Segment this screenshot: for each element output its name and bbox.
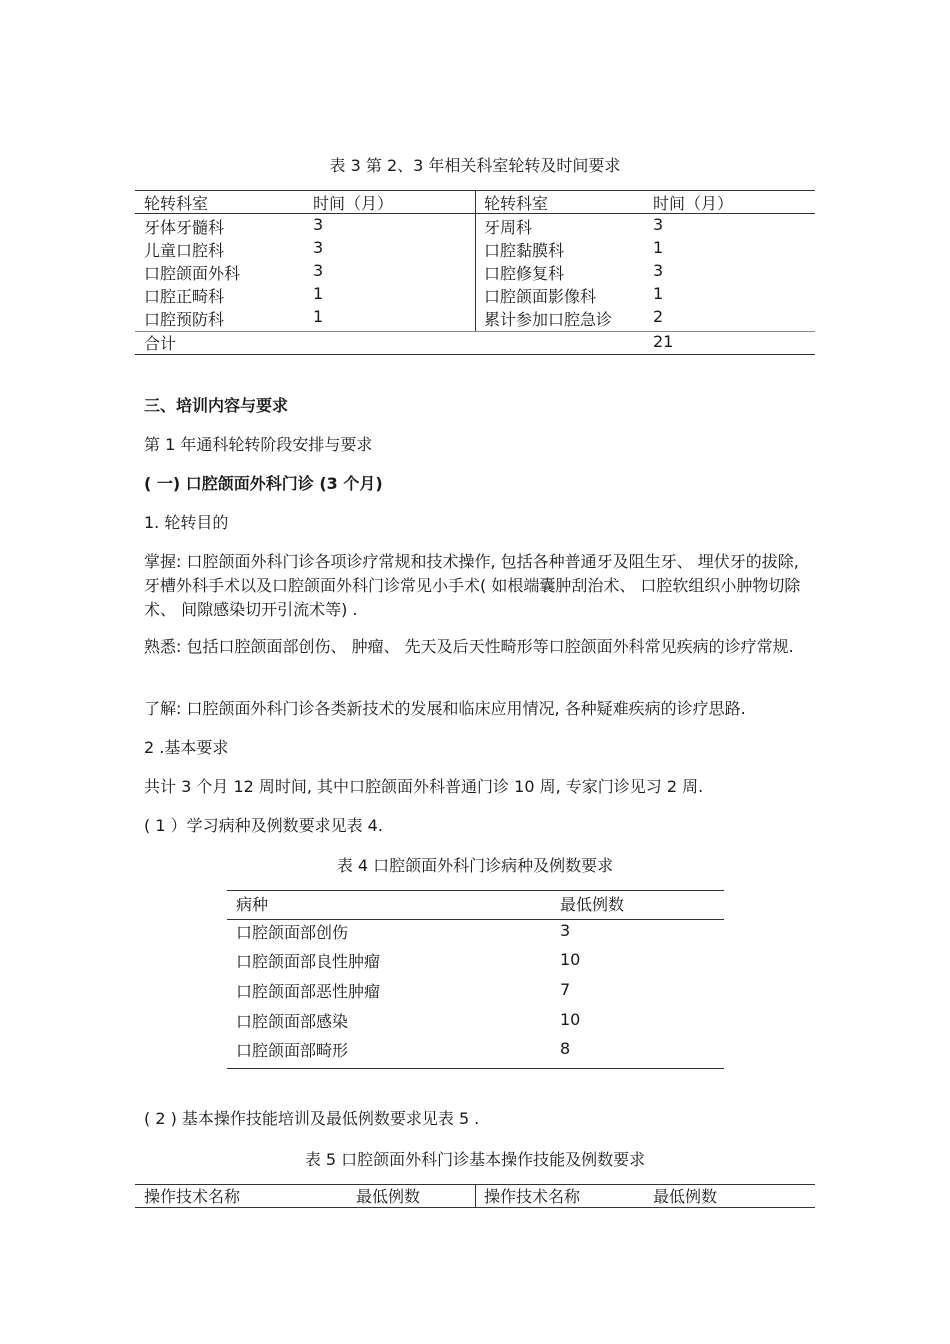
section-heading: 三、培训内容与要求 [144, 396, 289, 415]
table4-row-count: 7 [560, 980, 571, 999]
table4-row-count: 10 [560, 1010, 581, 1029]
table3-row-dept: 口腔修复科 [484, 264, 565, 283]
table5-header-op-right: 操作技术名称 [484, 1187, 581, 1206]
table3-row-dept: 口腔黏膜科 [484, 241, 565, 260]
table5-header-min-left: 最低例数 [356, 1187, 421, 1206]
table4-row-count: 10 [560, 950, 581, 969]
item-2-heading: 2 .基本要求 [144, 738, 229, 757]
table4-header-disease: 病种 [236, 895, 269, 914]
table3-total-label: 合计 [144, 334, 177, 353]
table4-row-disease: 口腔颌面部恶性肿瘤 [236, 982, 381, 1001]
table5-header-min-right: 最低例数 [653, 1187, 718, 1206]
table3-header-dept-right: 轮转科室 [484, 194, 549, 213]
table3-row-time: 1 [653, 284, 664, 303]
requirement-1: ( 1 ）学习病种及例数要求见表 4. [144, 816, 383, 835]
table3-row-time: 1 [313, 307, 324, 326]
table3-total-rule [135, 331, 815, 332]
table3-row-dept: 口腔颌面外科 [144, 264, 241, 283]
table3-header-time-right: 时间（月） [653, 194, 734, 213]
table3-row-time: 1 [313, 284, 324, 303]
table4-caption: 表 4 口腔颌面外科门诊病种及例数要求 [336, 856, 614, 875]
table3-row-dept: 牙周科 [484, 218, 533, 237]
table3-row-time: 2 [653, 307, 664, 326]
table3-row-dept: 儿童口腔科 [144, 241, 225, 260]
stage-line: 第 1 年通科轮转阶段安排与要求 [144, 435, 373, 454]
table3-row-time: 3 [653, 215, 664, 234]
master-paragraph: 掌握: 口腔颌面外科门诊各项诊疗常规和技术操作, 包括各种普通牙及阻生牙、 埋伏牙的拔除, 牙槽外科手术以及口腔颌面外科门诊常见小手术( 如根端囊肿刮治术、 口腔软组织小肿物切除术、 间隙感染切开引流术等) . [144, 552, 801, 619]
table3-row-dept: 口腔预防科 [144, 310, 225, 329]
table4-row-disease: 口腔颌面部良性肿瘤 [236, 952, 381, 971]
table4-row-count: 8 [560, 1039, 571, 1058]
table3-row-dept: 口腔颌面影像科 [484, 287, 597, 306]
table4-header-min: 最低例数 [560, 895, 625, 914]
subsection-heading: ( 一) 口腔颌面外科门诊 (3 个月) [144, 474, 383, 493]
table4-bottom-rule [227, 1068, 724, 1069]
table3-header-dept-left: 轮转科室 [144, 194, 209, 213]
familiar-paragraph: 熟悉: 包括口腔颌面部创伤、 肿瘤、 先天及后天性畸形等口腔颌面外科常见疾病的诊疗常规. [144, 637, 794, 656]
table5-caption: 表 5 口腔颌面外科门诊基本操作技能及例数要求 [304, 1150, 646, 1169]
table3-row-time: 3 [653, 261, 664, 280]
table3-caption: 表 3 第 2、3 年相关科室轮转及时间要求 [329, 156, 621, 175]
table3-row-time: 3 [313, 238, 324, 257]
table3-bottom-rule [135, 354, 815, 355]
table3-row-time: 3 [313, 261, 324, 280]
table3-header-time-left: 时间（月） [313, 194, 394, 213]
understand-paragraph: 了解: 口腔颌面外科门诊各类新技术的发展和临床应用情况, 各种疑难疾病的诊疗思路. [144, 699, 746, 718]
table3-row-dept: 牙体牙髓科 [144, 218, 225, 237]
table4-top-rule [227, 890, 724, 891]
total-time-paragraph: 共计 3 个月 12 周时间, 其中口腔颌面外科普通门诊 10 周, 专家门诊见习 2 周. [144, 777, 704, 796]
table4-row-count: 3 [560, 921, 571, 940]
table4-header-rule [227, 919, 724, 920]
table4-row-disease: 口腔颌面部创伤 [236, 923, 349, 942]
table3-total-value: 21 [653, 332, 674, 351]
table5-divider [475, 1184, 476, 1207]
table3-row-time: 1 [653, 238, 664, 257]
table3-row-time: 3 [313, 215, 324, 234]
table4-row-disease: 口腔颌面部畸形 [236, 1041, 349, 1060]
item-1-heading: 1. 轮转目的 [144, 513, 229, 532]
table4-row-disease: 口腔颌面部感染 [236, 1012, 349, 1031]
table3-divider [475, 190, 476, 331]
table5-header-op-left: 操作技术名称 [144, 1187, 241, 1206]
table3-row-dept: 累计参加口腔急诊 [484, 310, 613, 329]
table3-row-dept: 口腔正畸科 [144, 287, 225, 306]
requirement-2: ( 2 ) 基本操作技能培训及最低例数要求见表 5 . [144, 1109, 480, 1128]
